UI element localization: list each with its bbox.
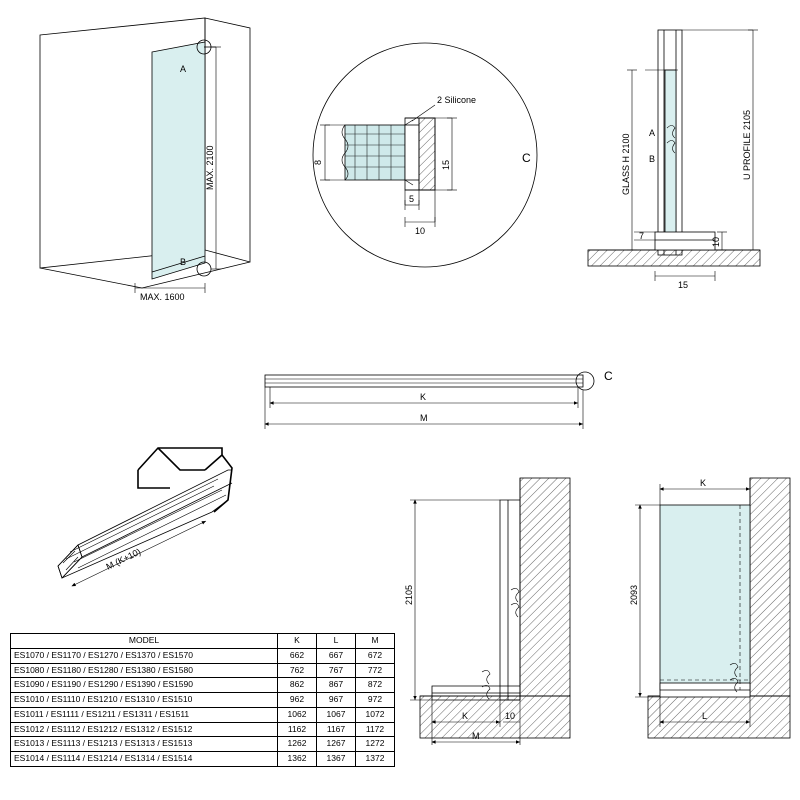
- svg-text:5: 5: [409, 194, 415, 204]
- svg-text:MAX. 2100: MAX. 2100: [205, 145, 215, 190]
- svg-text:C: C: [604, 369, 613, 383]
- header-l: L: [317, 634, 356, 649]
- table-row: [11, 722, 395, 737]
- header-k: K: [278, 634, 317, 649]
- svg-text:7: 7: [639, 231, 645, 241]
- svg-text:B: B: [649, 154, 656, 164]
- svg-text:15: 15: [441, 159, 451, 170]
- view-section-right: [588, 30, 760, 290]
- cell-k: 862: [278, 678, 317, 693]
- cell-l: 1167: [317, 722, 356, 737]
- svg-text:U PROFILE 2105: U PROFILE 2105: [742, 109, 752, 180]
- table-row: [11, 707, 395, 722]
- cell-l: 867: [317, 678, 356, 693]
- svg-text:C: C: [522, 151, 531, 165]
- svg-text:2093: 2093: [629, 584, 639, 605]
- cell-l: 767: [317, 663, 356, 678]
- cell-model: ES1010 / ES1110 / ES1210 / ES1310 / ES1510: [11, 693, 278, 708]
- table-row: [11, 693, 395, 708]
- svg-text:2105: 2105: [404, 584, 414, 605]
- svg-text:K: K: [700, 478, 707, 488]
- cell-m: 1072: [356, 707, 395, 722]
- cell-l: 1367: [317, 752, 356, 767]
- cell-m: 872: [356, 678, 395, 693]
- cell-k: 962: [278, 693, 317, 708]
- svg-text:2 Silicone: 2 Silicone: [437, 95, 477, 105]
- cell-l: 967: [317, 693, 356, 708]
- view-profile-isometric: [58, 448, 232, 586]
- cell-m: 1272: [356, 737, 395, 752]
- table-header-row: [11, 634, 395, 649]
- cell-k: 1362: [278, 752, 317, 767]
- view-wall-section-left: [404, 478, 570, 745]
- svg-text:10: 10: [711, 236, 721, 247]
- table-row: [11, 737, 395, 752]
- svg-text:K: K: [420, 392, 427, 402]
- svg-text:MAX. 1600: MAX. 1600: [140, 292, 185, 302]
- view-profile-bar: [265, 369, 613, 429]
- svg-text:L: L: [702, 711, 708, 721]
- cell-m: 1372: [356, 752, 395, 767]
- svg-text:A: A: [180, 64, 187, 74]
- cell-model: ES1011 / ES1111 / ES1211 / ES1311 / ES1511: [11, 707, 278, 722]
- header-m: M: [356, 634, 395, 649]
- svg-text:K: K: [462, 711, 469, 721]
- svg-text:10: 10: [505, 711, 516, 721]
- table-row: [11, 663, 395, 678]
- cell-model: ES1090 / ES1190 / ES1290 / ES1390 / ES1590: [11, 678, 278, 693]
- table-row: [11, 648, 395, 663]
- svg-text:M (K+10): M (K+10): [104, 546, 143, 572]
- svg-text:10: 10: [415, 226, 426, 236]
- cell-k: 1262: [278, 737, 317, 752]
- cell-k: 662: [278, 648, 317, 663]
- cell-model: ES1012 / ES1112 / ES1212 / ES1312 / ES1512: [11, 722, 278, 737]
- svg-text:GLASS H 2100: GLASS H 2100: [621, 133, 631, 195]
- model-dimensions-table: [10, 633, 395, 767]
- svg-text:M: M: [472, 731, 480, 741]
- table-row: [11, 678, 395, 693]
- svg-text:M: M: [420, 413, 428, 423]
- svg-text:B: B: [180, 257, 187, 267]
- svg-text:A: A: [649, 128, 656, 138]
- cell-model: ES1014 / ES1114 / ES1214 / ES1314 / ES1514: [11, 752, 278, 767]
- cell-m: 672: [356, 648, 395, 663]
- cell-l: 667: [317, 648, 356, 663]
- cell-l: 1067: [317, 707, 356, 722]
- view-detail-c: [313, 43, 537, 267]
- cell-model: ES1080 / ES1180 / ES1280 / ES1380 / ES1580: [11, 663, 278, 678]
- cell-model: ES1013 / ES1113 / ES1213 / ES1313 / ES1513: [11, 737, 278, 752]
- header-model: MODEL: [11, 634, 278, 649]
- cell-m: 1172: [356, 722, 395, 737]
- cell-k: 1062: [278, 707, 317, 722]
- view-panel-perspective: [40, 18, 250, 302]
- cell-l: 1267: [317, 737, 356, 752]
- cell-k: 1162: [278, 722, 317, 737]
- svg-text:15: 15: [678, 280, 689, 290]
- cell-m: 772: [356, 663, 395, 678]
- svg-text:8: 8: [313, 159, 323, 165]
- table-row: [11, 752, 395, 767]
- view-wall-section-right: [629, 478, 790, 738]
- cell-k: 762: [278, 663, 317, 678]
- cell-model: ES1070 / ES1170 / ES1270 / ES1370 / ES1570: [11, 648, 278, 663]
- cell-m: 972: [356, 693, 395, 708]
